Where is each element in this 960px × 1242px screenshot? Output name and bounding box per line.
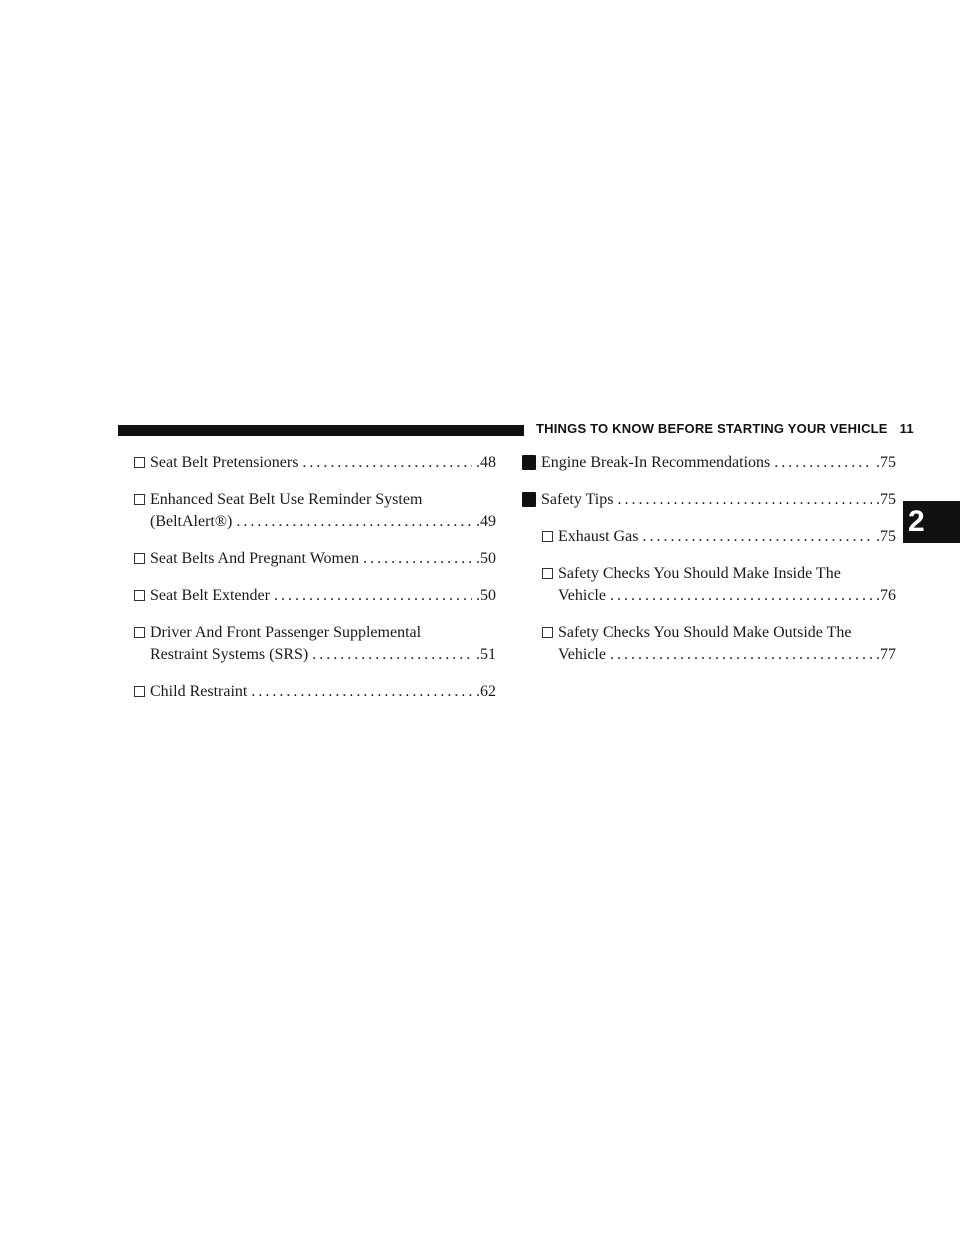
dot-leader <box>302 452 472 474</box>
toc-page-number: .50 <box>476 587 496 604</box>
toc-entry-title-cont: (BeltAlert®) <box>150 513 233 530</box>
toc-page-number: .62 <box>476 683 496 700</box>
toc-entry[interactable] <box>132 489 496 533</box>
chapter-tab: 2 <box>903 501 960 543</box>
toc-entry-title: Exhaust Gas <box>558 528 639 545</box>
toc-page-number: .49 <box>476 513 496 530</box>
header-page-number: 11 <box>899 421 914 436</box>
toc-entry[interactable] <box>132 585 496 607</box>
toc-page-number: .76 <box>876 587 896 604</box>
toc-right-column <box>522 452 896 681</box>
toc-page-number: .50 <box>476 550 496 567</box>
hollow-square-bullet-icon <box>134 686 145 697</box>
dot-leader <box>610 644 872 666</box>
toc-entry[interactable] <box>132 622 496 666</box>
hollow-square-bullet-icon <box>134 553 145 564</box>
toc-entry[interactable] <box>132 548 496 570</box>
toc-entry-title: Seat Belt Extender <box>150 587 270 604</box>
solid-square-bullet-icon <box>522 492 536 507</box>
toc-page-number: .48 <box>476 454 496 471</box>
toc-entry[interactable] <box>522 489 896 511</box>
dot-leader <box>251 681 472 703</box>
toc-left-column <box>132 452 496 718</box>
toc-entry[interactable] <box>132 452 496 474</box>
toc-entry-title: Enhanced Seat Belt Use Reminder System <box>150 491 423 508</box>
header-title: THINGS TO KNOW BEFORE STARTING YOUR VEHICLE <box>536 421 888 436</box>
toc-entry[interactable] <box>132 681 496 703</box>
hollow-square-bullet-icon <box>134 627 145 638</box>
toc-page-number: .75 <box>876 528 896 545</box>
header-rule <box>118 425 524 436</box>
hollow-square-bullet-icon <box>542 568 553 579</box>
dot-leader <box>274 585 472 607</box>
toc-entry-title-cont: Vehicle <box>558 646 606 663</box>
toc-entry-title: Safety Checks You Should Make Outside The <box>558 624 852 641</box>
hollow-square-bullet-icon <box>542 627 553 638</box>
toc-entry[interactable] <box>540 526 896 548</box>
dot-leader <box>363 548 472 570</box>
toc-page-number: .77 <box>876 646 896 663</box>
toc-entry-title: Safety Tips <box>541 491 614 508</box>
toc-entry-title: Safety Checks You Should Make Inside The <box>558 565 841 582</box>
toc-entry[interactable] <box>522 452 896 474</box>
hollow-square-bullet-icon <box>542 531 553 542</box>
hollow-square-bullet-icon <box>134 494 145 505</box>
toc-page-number: .51 <box>476 646 496 663</box>
toc-entry-title: Seat Belts And Pregnant Women <box>150 550 360 567</box>
toc-page-number: .75 <box>876 491 896 508</box>
dot-leader <box>617 489 872 511</box>
hollow-square-bullet-icon <box>134 590 145 601</box>
dot-leader <box>774 452 872 474</box>
toc-entry-title-cont: Vehicle <box>558 587 606 604</box>
toc-entry-title: Seat Belt Pretensioners <box>150 454 299 471</box>
dot-leader <box>642 526 872 548</box>
toc-entry-title: Child Restraint <box>150 683 248 700</box>
toc-entry-title-cont: Restraint Systems (SRS) <box>150 646 309 663</box>
toc-page-number: .75 <box>876 454 896 471</box>
hollow-square-bullet-icon <box>134 457 145 468</box>
toc-entry[interactable] <box>540 563 896 607</box>
toc-entry-title: Driver And Front Passenger Supplemental <box>150 624 422 641</box>
running-header <box>536 421 914 436</box>
dot-leader <box>610 585 872 607</box>
toc-entry[interactable] <box>540 622 896 666</box>
dot-leader <box>236 511 472 533</box>
toc-entry-title: Engine Break-In Recommendations <box>541 454 771 471</box>
solid-square-bullet-icon <box>522 455 536 470</box>
dot-leader <box>312 644 472 666</box>
